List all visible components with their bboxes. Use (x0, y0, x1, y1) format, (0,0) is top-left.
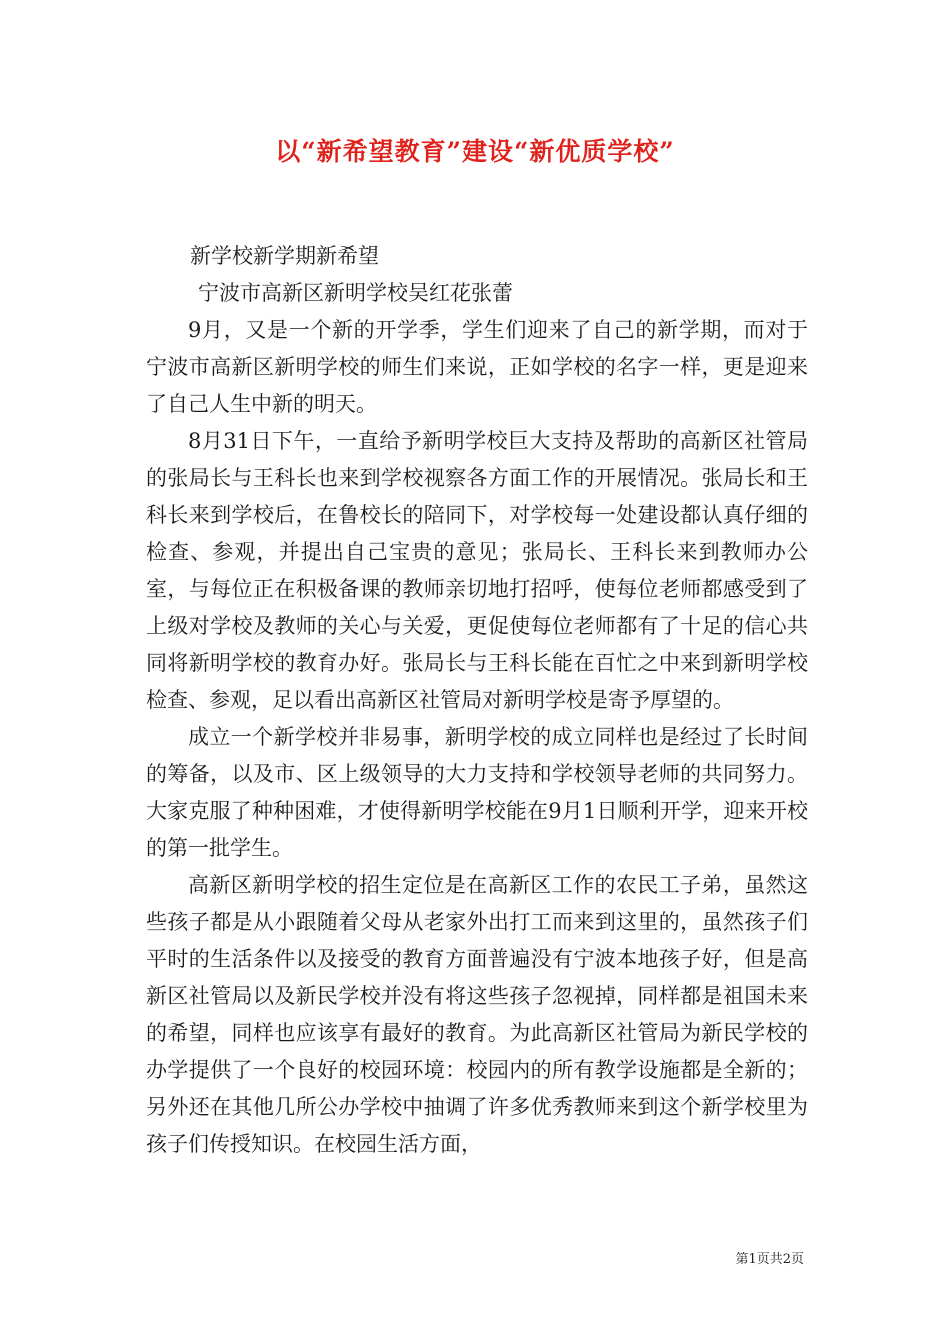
paragraph: 成立一个新学校并非易事，新明学校的成立同样也是经过了长时间的筹备，以及市、区上级领导的大力支持和学校领导老师的共同努力。大家克服了种种困难，才使得新明学校能在9月1日顺利开学，迎来开校的第一批学生。 (146, 725, 808, 860)
document-title: 以“新希望教育”建设“新优质学校” (275, 137, 675, 166)
author-line: 宁波市高新区新明学校吴红花张蕾 (198, 281, 513, 305)
paragraph: 高新区新明学校的招生定位是在高新区工作的农民工子弟，虽然这些孩子都是从小跟随着父母从老家外出打工而来到这里的，虽然孩子们平时的生活条件以及接受的教育方面普遍没有宁波本地孩子好，但是高新区社管局以及新民学校并没有将这些孩子忽视掉，同样都是祖国未来的希望，同样也应该享有最好的教育。为此高新区社管局为新民学校的办学提供了一个良好的校园环境：校园内的所有教学设施都是全新的；另外还在其他几所公办学校中抽调了许多优秀教师来到这个新学校里为孩子们传授知识。在校园生活方面， (146, 873, 808, 1156)
page-number: 第1页共2页 (735, 1252, 804, 1267)
paragraph: 8月31日下午，一直给予新明学校巨大支持及帮助的高新区社管局的张局长与王科长也来到学校视察各方面工作的开展情况。张局长和王科长来到学校后，在鲁校长的陪同下，对学校每一处建设都认真仔细的检查、参观，并提出自己宝贵的意见；张局长、王科长来到教师办公室，与每位正在积极备课的教师亲切地打招呼，使每位老师都感受到了上级对学校及教师的关心与关爱，更促使每位老师都有了十足的信心共同将新明学校的教育办好。张局长与王科长能在百忙之中来到新明学校检查、参观，足以看出高新区社管局对新明学校是寄予厚望的。 (146, 429, 808, 712)
document-body (146, 238, 808, 1163)
paragraph: 9月，又是一个新的开学季，学生们迎来了自己的新学期，而对于宁波市高新区新明学校的师生们来说，正如学校的名字一样，更是迎来了自己人生中新的明天。 (146, 318, 808, 416)
section-subtitle: 新学校新学期新希望 (190, 244, 379, 268)
